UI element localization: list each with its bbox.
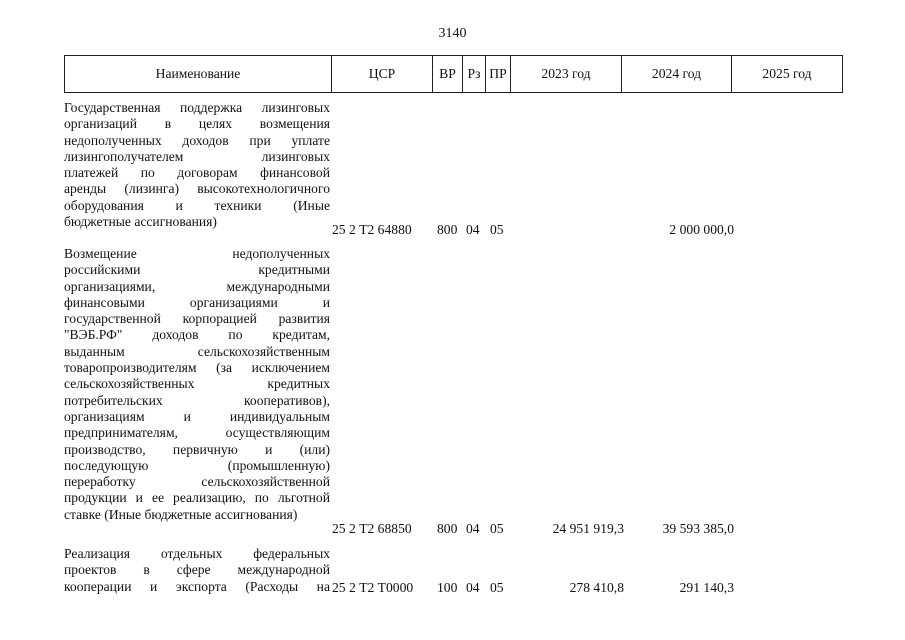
- name-line: организациям и индивидуальным: [64, 408, 330, 424]
- row-csr: 25 2 Т2 64880: [332, 222, 412, 237]
- name-line: продукции и ее реализацию, по льготной: [64, 490, 330, 506]
- table-header: [64, 55, 843, 93]
- name-line: организациями, международными: [64, 278, 330, 294]
- name-line: предпринимателям, осуществляющим: [64, 425, 330, 441]
- header-2025: 2025 год: [732, 56, 843, 93]
- header-pr: ПР: [486, 56, 511, 93]
- name-line: аренды (лизинга) высокотехнологичного: [64, 181, 330, 197]
- row-rz: 04: [466, 580, 480, 595]
- name-line: последующую (промышленную): [64, 457, 330, 473]
- name-line: бюджетные ассигнования): [64, 214, 217, 230]
- name-line: сельскохозяйственных кредитных: [64, 376, 330, 392]
- name-line: российскими кредитными: [64, 262, 330, 278]
- row-vr: 800: [437, 222, 458, 237]
- name-line: кооперации и экспорта (Расходы на: [64, 578, 330, 594]
- name-line: финансовыми организациями и: [64, 294, 330, 310]
- row-2023: 278 410,8: [569, 580, 624, 595]
- header-csr: ЦСР: [332, 56, 433, 93]
- row-pr: 05: [490, 521, 504, 536]
- name-line: выданным сельскохозяйственным: [64, 343, 330, 359]
- name-line: организаций в целях возмещения: [64, 116, 330, 132]
- name-line: потребительских кооперативов),: [64, 392, 330, 408]
- name-line: ставке (Иные бюджетные ассигнования): [64, 506, 298, 522]
- page-number: 3140: [438, 26, 467, 41]
- row-2023: 24 951 919,3: [552, 521, 624, 536]
- name-line: Реализация отдельных федеральных: [64, 546, 330, 561]
- name-line: переработку сельскохозяйственной: [64, 474, 330, 490]
- row-pr: 05: [490, 580, 504, 595]
- name-line: лизингополучателем лизинговых: [64, 148, 330, 164]
- row-2024: 39 593 385,0: [662, 521, 734, 536]
- header-name: Наименование: [65, 56, 332, 93]
- row-2024: 2 000 000,0: [669, 222, 734, 237]
- row-name: [64, 546, 330, 595]
- row-rz: 04: [466, 521, 480, 536]
- row-vr: 800: [437, 521, 458, 536]
- row-vr: 100: [437, 580, 458, 595]
- name-line: недополученных доходов при уплате: [64, 132, 330, 148]
- name-line: государственной корпорацией развития: [64, 311, 330, 327]
- name-line: Государственная поддержка лизинговых: [64, 100, 330, 115]
- name-line: товаропроизводителям (за исключением: [64, 360, 330, 376]
- header-2024: 2024 год: [622, 56, 732, 93]
- row-pr: 05: [490, 222, 504, 237]
- name-line: оборудования и техники (Иные: [64, 197, 330, 213]
- name-line: проектов в сфере международной: [64, 562, 330, 578]
- row-csr: 25 2 Т2 Т0000: [332, 580, 414, 595]
- name-line: Возмещение недополученных: [64, 246, 330, 261]
- header-rz: Рз: [463, 56, 486, 93]
- row-2024: 291 140,3: [679, 580, 734, 595]
- header-vr: ВР: [433, 56, 463, 93]
- name-line: платежей по договорам финансовой: [64, 165, 330, 181]
- name-line: "ВЭБ.РФ" доходов по кредитам,: [64, 327, 330, 343]
- row-rz: 04: [466, 222, 480, 237]
- header-2023: 2023 год: [511, 56, 622, 93]
- row-csr: 25 2 Т2 68850: [332, 521, 412, 536]
- row-name: [64, 246, 330, 523]
- row-name: [64, 100, 330, 230]
- name-line: производство, первичную и (или): [64, 441, 330, 457]
